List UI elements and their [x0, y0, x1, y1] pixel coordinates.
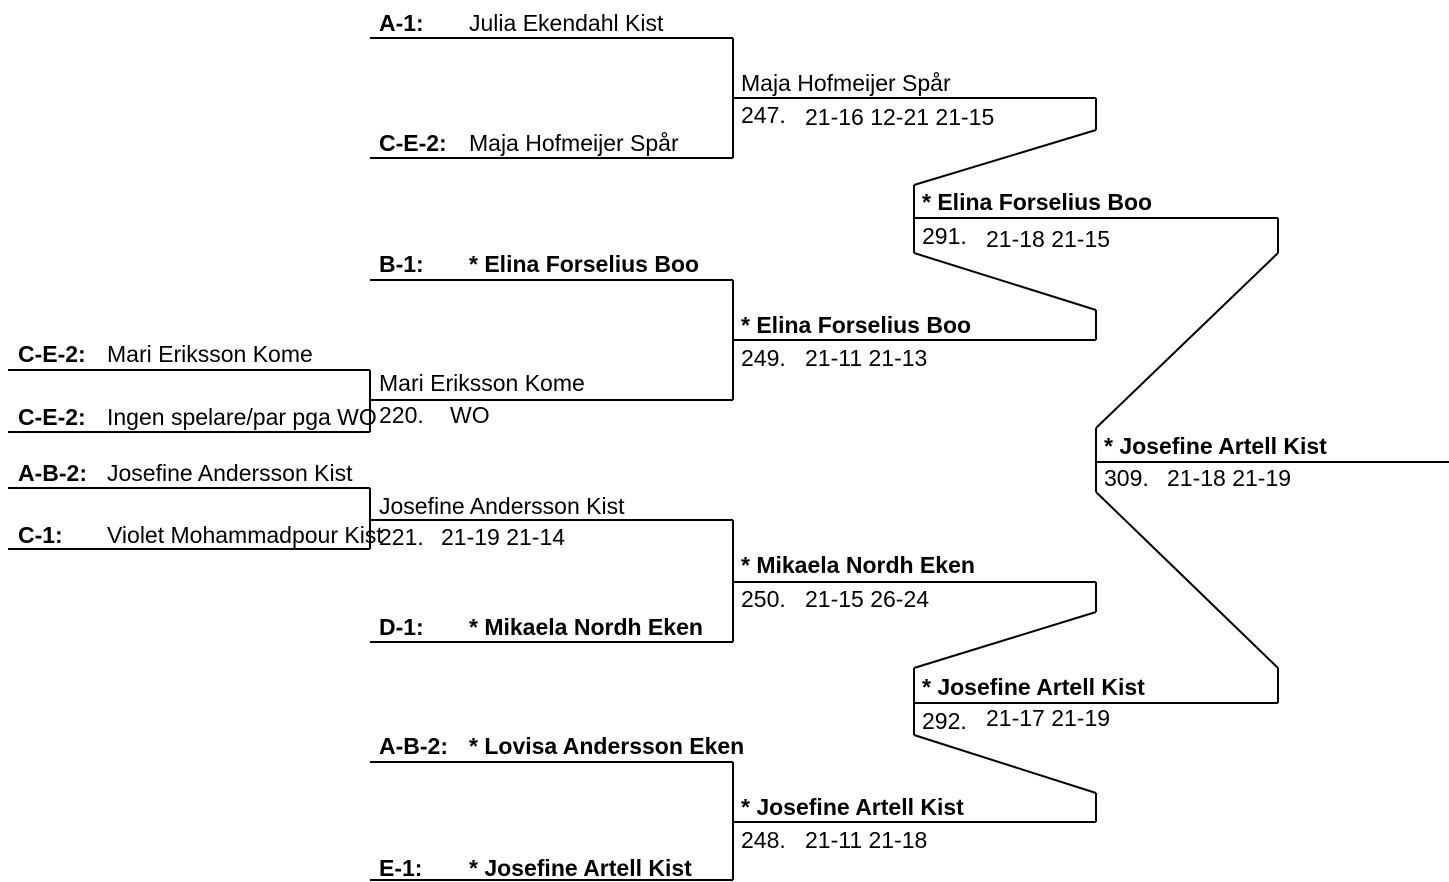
match-score: 21-18 21-15	[986, 226, 1111, 252]
seed-label: D-1:	[379, 614, 424, 640]
match-number: 220.	[379, 402, 424, 428]
match-score: 21-19 21-14	[441, 524, 566, 550]
player-name: Maja Hofmeijer Spår	[469, 130, 679, 156]
match-score: 21-16 12-21 21-15	[805, 104, 995, 130]
bracket-line	[1096, 253, 1278, 428]
seed-label: E-1:	[379, 855, 423, 881]
bracket-line	[914, 612, 1096, 668]
match-score: 21-11 21-18	[805, 827, 928, 853]
bracket-line	[914, 253, 1096, 310]
match-number: 248.	[741, 827, 786, 853]
match-number: 309.	[1104, 465, 1149, 491]
match-winner: Maja Hofmeijer Spår	[741, 70, 951, 96]
player-name: * Lovisa Andersson Eken	[469, 733, 745, 759]
match-number: 291.	[922, 223, 967, 249]
match-score: 21-17 21-19	[986, 705, 1111, 731]
seed-label: A-B-2:	[18, 460, 87, 486]
bracket-line	[914, 130, 1096, 185]
seed-label: C-E-2:	[18, 341, 86, 367]
match-winner: * Josefine Artell Kist	[922, 674, 1145, 700]
match-winner: * Elina Forselius Boo	[922, 189, 1153, 215]
seed-label: C-1:	[18, 522, 63, 548]
match-score: 21-15 26-24	[805, 586, 930, 612]
player-name: Ingen spelare/par pga WO	[107, 404, 377, 430]
match-number: 249.	[741, 345, 786, 371]
seed-label: C-E-2:	[379, 130, 447, 156]
player-name: Mari Eriksson Kome	[107, 341, 313, 367]
match-score: 21-18 21-19	[1167, 465, 1292, 491]
player-name: * Elina Forselius Boo	[469, 251, 700, 277]
match-winner: * Mikaela Nordh Eken	[741, 552, 975, 578]
match-number: 221.	[379, 524, 424, 550]
match-winner: Josefine Andersson Kist	[379, 493, 625, 519]
match-number: 250.	[741, 586, 786, 612]
match-score: 21-11 21-13	[805, 345, 928, 371]
seed-label: C-E-2:	[18, 404, 86, 430]
match-winner: Mari Eriksson Kome	[379, 370, 585, 396]
bracket-line	[914, 735, 1096, 793]
seed-label: A-B-2:	[379, 733, 448, 759]
match-winner: * Elina Forselius Boo	[741, 312, 972, 338]
match-number: 292.	[922, 708, 967, 734]
match-winner: * Josefine Artell Kist	[741, 794, 964, 820]
bracket-line	[1096, 492, 1278, 668]
player-name: Julia Ekendahl Kist	[469, 10, 664, 36]
final-winner: * Josefine Artell Kist	[1104, 433, 1327, 459]
seed-label: A-1:	[379, 10, 424, 36]
player-name: * Mikaela Nordh Eken	[469, 614, 703, 640]
player-name: * Josefine Artell Kist	[469, 855, 692, 881]
match-number: 247.	[741, 102, 786, 128]
player-name: Violet Mohammadpour Kist	[107, 522, 383, 548]
player-name: Josefine Andersson Kist	[107, 460, 353, 486]
match-score: WO	[450, 402, 490, 428]
seed-label: B-1:	[379, 251, 424, 277]
